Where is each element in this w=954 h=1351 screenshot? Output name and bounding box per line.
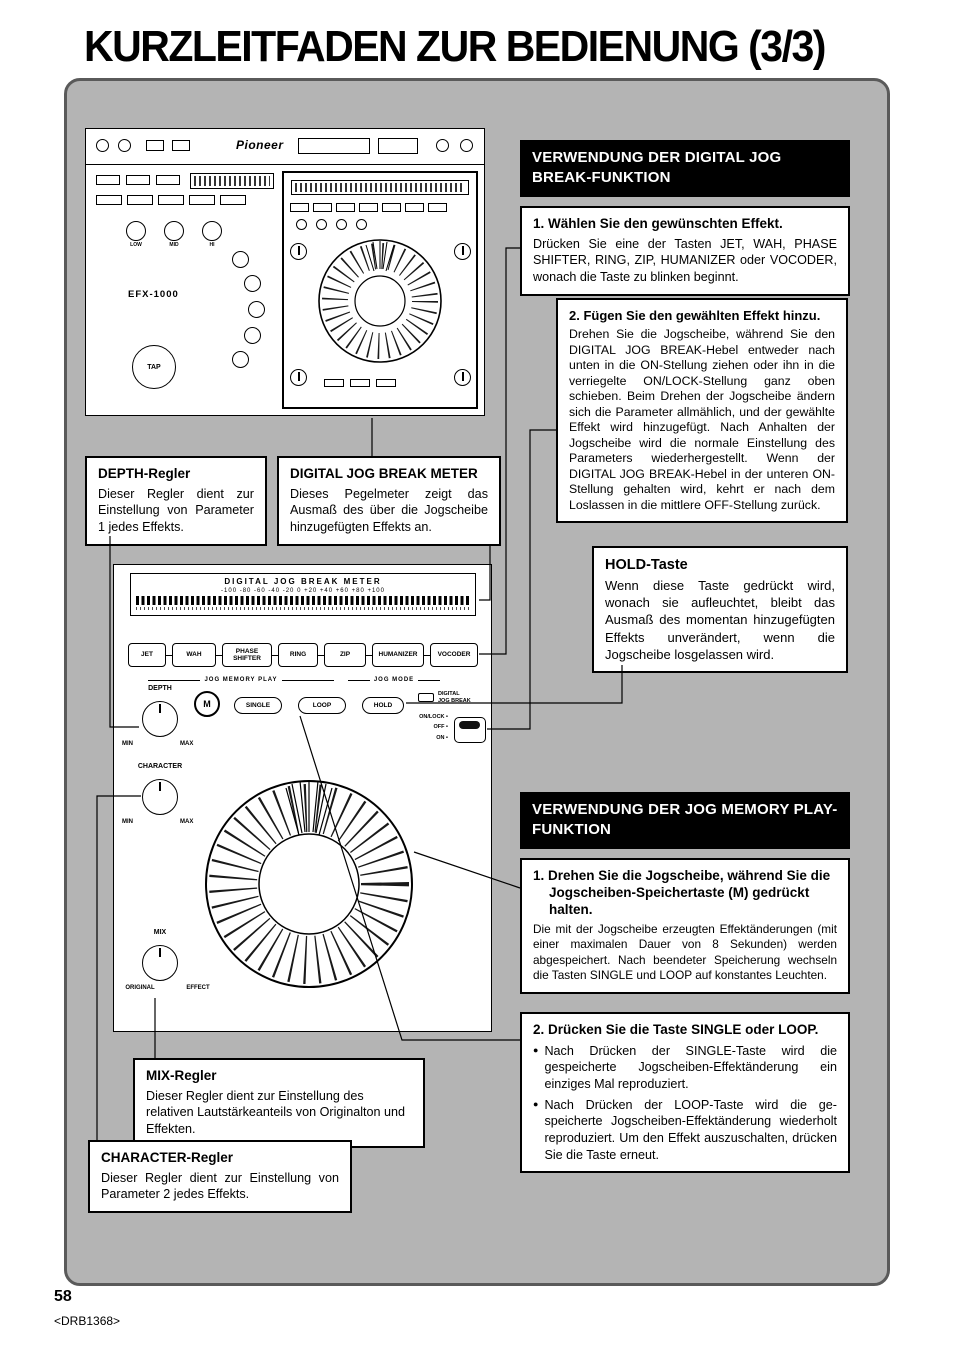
callout-title: CHARACTER-Regler bbox=[101, 1150, 234, 1165]
meter-scale: -100 -80 -60 -40 -20 0 +20 +40 +60 +80 +100 bbox=[221, 588, 385, 594]
digital-jog-break-meter bbox=[130, 573, 476, 616]
mini-play-button-icon bbox=[296, 219, 307, 230]
step-title: 1. Wählen Sie den gewünschten Effekt. bbox=[533, 216, 783, 231]
callout-body: Dieser Regler dient zur Einstellung von Parameter 2 jedes Effekts. bbox=[101, 1170, 339, 1202]
mini-level-knob-icon bbox=[454, 243, 471, 260]
digital-jog-break-label: DIGITAL JOG BREAK bbox=[438, 691, 471, 704]
section-header-digital-jog-break bbox=[520, 140, 850, 197]
bullet-text: Nach Drücken der SINGLE-Taste wird die gespeicherte Jogscheiben-Effektänderung ein einziges Mal reproduziert. bbox=[544, 1043, 837, 1092]
step-body: Drücken Sie eine der Tasten JET, WAH, PHASE SHIFTER, RING, ZIP, HUMANIZER oder VOCODER, wonach die Taste zu blinken beginnt. bbox=[533, 236, 837, 285]
page-title: KURZLEITFADEN ZUR BEDIENUNG (3/3) bbox=[84, 22, 825, 71]
mini-effect-button-icon bbox=[336, 203, 355, 212]
jog-break-lever-switch bbox=[454, 717, 486, 743]
effect-select-button-icon bbox=[96, 195, 122, 205]
device-top-strip bbox=[86, 129, 484, 165]
meter-tick-row bbox=[136, 607, 470, 610]
depth-callout-box bbox=[85, 456, 267, 546]
callout-title: DEPTH-Regler bbox=[98, 466, 191, 481]
display-window-icon bbox=[378, 138, 418, 154]
knob-icon bbox=[460, 139, 473, 152]
character-callout-box bbox=[88, 1140, 352, 1213]
parameter-button-icon bbox=[248, 301, 265, 318]
character-knob-icon bbox=[142, 779, 178, 815]
eq-low-label: LOW bbox=[130, 242, 142, 248]
humanizer-button: HUMANIZER bbox=[372, 643, 424, 667]
effect-button-row bbox=[128, 643, 478, 667]
eq-hi-label: HI bbox=[209, 242, 215, 248]
on-lock-label: ON/LOCK • bbox=[404, 712, 448, 722]
mini-play-button-icon bbox=[336, 219, 347, 230]
mini-effect-button-icon bbox=[405, 203, 424, 212]
jog-memory-play-text: JOG MEMORY PLAY bbox=[204, 677, 278, 683]
hold-button-label: HOLD bbox=[373, 702, 393, 709]
selector-icon bbox=[172, 140, 190, 151]
mini-effect-button-icon bbox=[428, 203, 447, 212]
step-box-record-jog bbox=[520, 858, 850, 994]
character-max-label: MAX bbox=[180, 819, 194, 825]
step-title: 2. Drücken Sie die Taste SINGLE oder LOOP. bbox=[533, 1022, 819, 1037]
page-number: 58 bbox=[54, 1288, 72, 1305]
knob-icon bbox=[96, 139, 109, 152]
tap-button-icon bbox=[132, 345, 176, 389]
mini-character-knob-icon bbox=[290, 369, 307, 386]
callout-title: DIGITAL JOG BREAK METER bbox=[290, 466, 478, 481]
indicator-led-icon bbox=[418, 693, 434, 702]
jog-dial-icon bbox=[202, 777, 416, 991]
mini-effect-button-icon bbox=[313, 203, 332, 212]
mode-button-icon bbox=[96, 175, 120, 185]
step-title: 2. Fügen Sie den gewählten Effekt hinzu. bbox=[569, 308, 821, 323]
brand-logo: Pioneer bbox=[236, 138, 284, 152]
meter-led-segments bbox=[136, 596, 470, 605]
mix-callout-box bbox=[133, 1058, 425, 1148]
off-label: OFF • bbox=[404, 722, 448, 732]
jog-mode-label bbox=[348, 677, 440, 683]
bullet-item bbox=[533, 1097, 837, 1163]
mini-play-button-icon bbox=[316, 219, 327, 230]
mini-switch-icon bbox=[376, 379, 396, 387]
single-button-label: SINGLE bbox=[245, 702, 271, 709]
eq-hi-knob-icon bbox=[202, 221, 222, 241]
selector-icon bbox=[146, 140, 164, 151]
digital-jog-break-indicator bbox=[418, 691, 471, 705]
step-body: Die mit der Jogscheibe erzeugten Effektänderungen (mit einer maximalen Dauer von 8 Sekunden) werden abgespeichert. Nach beendeter Speicherung wechseln die Tasten SINGLE und LOOP auf konstantes Leuchten. bbox=[533, 921, 837, 983]
knob-icon bbox=[436, 139, 449, 152]
section-header-jog-memory-play bbox=[520, 792, 850, 849]
lever-knob-icon bbox=[459, 721, 480, 729]
effect-select-button-icon bbox=[127, 195, 153, 205]
callout-title: MIX-Regler bbox=[146, 1068, 217, 1083]
parameter-button-icon bbox=[232, 351, 249, 368]
memory-button bbox=[194, 691, 220, 717]
bpm-display-segments bbox=[194, 176, 270, 186]
jet-button: JET bbox=[128, 643, 166, 667]
parameter-button-icon bbox=[244, 327, 261, 344]
depth-max-label: MAX bbox=[180, 741, 194, 747]
step-box-single-loop bbox=[520, 1012, 850, 1173]
mini-depth-knob-icon bbox=[290, 243, 307, 260]
depth-min-label: MIN bbox=[122, 741, 133, 747]
tap-label: TAP bbox=[147, 363, 161, 371]
callout-title: HOLD-Taste bbox=[605, 557, 688, 573]
mini-effect-button-icon bbox=[359, 203, 378, 212]
callout-body: Dieses Pegelmeter zeigt das Ausmaß des über die Jogscheibe hinzugefügten Effekts an. bbox=[290, 486, 488, 535]
effect-select-button-icon bbox=[158, 195, 184, 205]
section-header-text: VERWENDUNG DER DIGITAL JOG BREAK-FUNKTION bbox=[532, 149, 782, 187]
mini-play-button-icon bbox=[356, 219, 367, 230]
mode-button-icon bbox=[126, 175, 150, 185]
effect-select-button-icon bbox=[220, 195, 246, 205]
ring-button: RING bbox=[278, 643, 318, 667]
document-code: <DRB1368> bbox=[54, 1314, 121, 1328]
loop-button bbox=[298, 697, 346, 714]
hold-button bbox=[362, 697, 404, 714]
on-label: ON • bbox=[404, 733, 448, 743]
loop-button-label: LOOP bbox=[312, 702, 332, 709]
knob-icon bbox=[118, 139, 131, 152]
meter-callout-box bbox=[277, 456, 501, 546]
bullet-item bbox=[533, 1043, 837, 1093]
character-min-label: MIN bbox=[122, 819, 133, 825]
depth-knob-label: DEPTH bbox=[148, 685, 172, 692]
bpm-display-icon bbox=[190, 173, 274, 189]
bullet-icon: ● bbox=[533, 1044, 539, 1055]
vocoder-button: VOCODER bbox=[430, 643, 478, 667]
mix-knob-icon bbox=[142, 945, 178, 981]
memory-button-label: M bbox=[203, 699, 211, 709]
zip-button: ZIP bbox=[324, 643, 366, 667]
jog-break-panel-illustration bbox=[113, 564, 492, 1032]
model-name: EFX-1000 bbox=[128, 289, 179, 300]
bullet-text: Nach Drücken der LOOP-Taste wird die ge-speicherte Jogscheiben-Effektänderung wiederholt reproduziert. Um den Effekt auszuschalten, drücken Sie die Taste erneut. bbox=[544, 1097, 837, 1162]
jog-break-switch-labels bbox=[404, 712, 448, 743]
jog-mode-text: JOG MODE bbox=[373, 677, 415, 683]
step-box-add-effect bbox=[556, 298, 848, 523]
depth-knob-icon bbox=[142, 701, 178, 737]
parameter-button-icon bbox=[244, 275, 261, 292]
hold-callout-box bbox=[592, 546, 848, 673]
callout-body: Dieser Regler dient zur Einstellung des relativen Lautstärkeanteils von Originalton und Effekten. bbox=[146, 1088, 406, 1137]
mini-mix-knob-icon bbox=[454, 369, 471, 386]
mini-switch-icon bbox=[324, 379, 344, 387]
phase-shifter-button: PHASE SHIFTER bbox=[222, 643, 272, 667]
wah-button: WAH bbox=[172, 643, 216, 667]
jog-memory-play-label bbox=[148, 677, 334, 683]
mini-effect-button-icon bbox=[290, 203, 309, 212]
single-button bbox=[234, 697, 282, 714]
eq-mid-knob-icon bbox=[164, 221, 184, 241]
mode-button-icon bbox=[156, 175, 180, 185]
character-knob-label: CHARACTER bbox=[137, 763, 183, 770]
effect-select-button-icon bbox=[189, 195, 215, 205]
step-body: Drehen Sie die Jogscheibe, während Sie den DIGITAL JOG BREAK-Hebel entweder nach unten in die ON-Stellung ziehen oder ihn in die verriegelte ON/LOCK-Stellung ganz oben schieben. Beim Drehen der Jogscheibe ändern sich die Parameter allmählich, und der gewählte Effekt wird hinzugefügt. Nach Anhalten der Jogscheibe wird die normale Einstellung des Parameters wiederhergestellt. Wenn der DIGITAL JOG BREAK-Hebel in der unteren ON-Stellung gehalten wird, kehrt er nach dem Loslassen in die mittlere OFF-Stellung zurück. bbox=[569, 327, 835, 512]
mini-jog-dial-icon bbox=[316, 237, 444, 365]
parameter-button-icon bbox=[232, 251, 249, 268]
mini-switch-icon bbox=[350, 379, 370, 387]
callout-body: Wenn diese Taste gedrückt wird, wonach sie aufleuchtet, bleibt das Ausmaß des momentan hinzugefügten Effekts unverändert, wenn die Jogscheibe losgelassen wird. bbox=[605, 578, 835, 662]
meter-title: DIGITAL JOG BREAK METER bbox=[224, 577, 382, 586]
mini-meter-icon bbox=[291, 180, 469, 195]
mini-effect-button-icon bbox=[382, 203, 401, 212]
digital-jog-break-section-highlight bbox=[282, 171, 478, 409]
mini-meter-segments bbox=[295, 183, 465, 192]
eq-mid-label: MID bbox=[169, 242, 179, 248]
mix-knob-label: MIX bbox=[153, 929, 167, 936]
mix-effect-label: EFFECT bbox=[186, 985, 210, 991]
step-box-select-effect bbox=[520, 206, 850, 296]
callout-body: Dieser Regler dient zur Einstellung von Parameter 1 jedes Effekts. bbox=[98, 486, 254, 535]
bullet-icon: ● bbox=[533, 1098, 539, 1109]
section-header-text: VERWENDUNG DER JOG MEMORY PLAY-FUNKTION bbox=[532, 801, 838, 839]
device-overview-illustration bbox=[85, 128, 485, 416]
mix-original-label: ORIGINAL bbox=[125, 985, 155, 991]
display-window-icon bbox=[298, 138, 370, 154]
step-title: 1. Drehen Sie die Jogscheibe, während Sie die Jogscheiben-Speichertaste (M) gedrückt halten. bbox=[533, 868, 831, 917]
eq-low-knob-icon bbox=[126, 221, 146, 241]
